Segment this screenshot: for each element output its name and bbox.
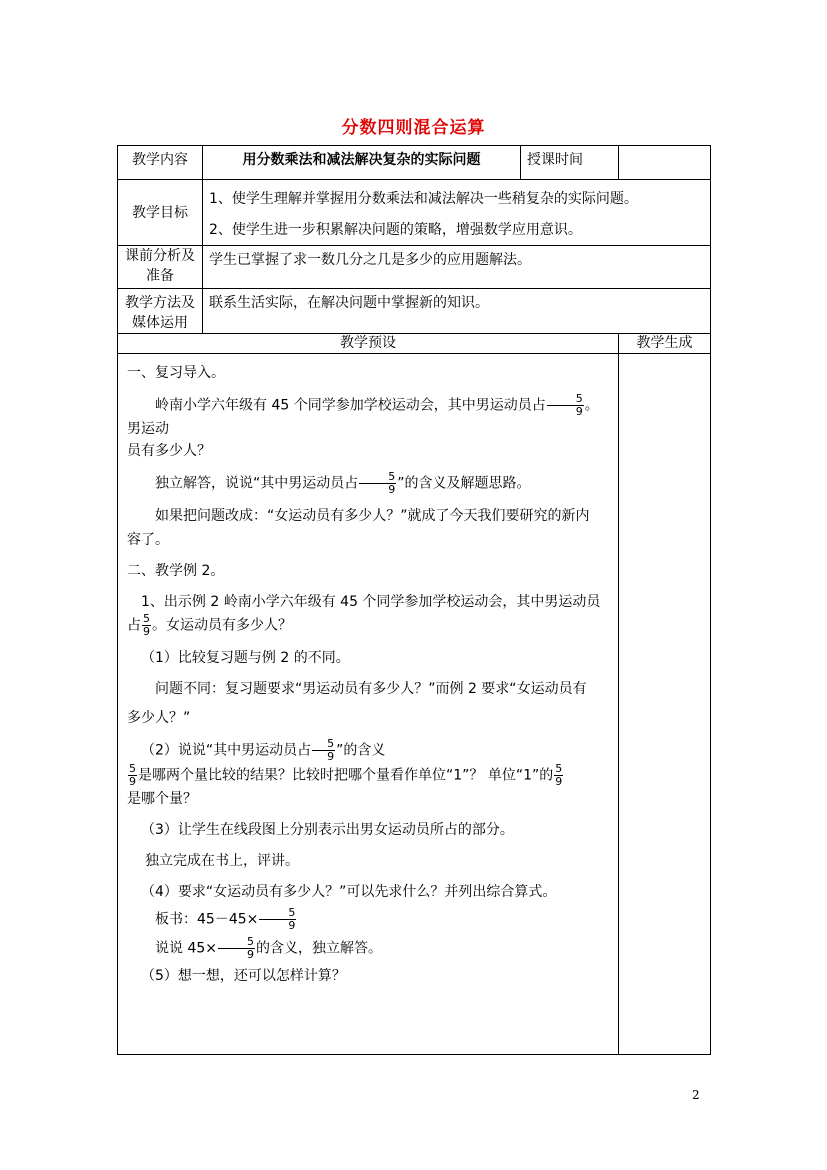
time-value	[619, 146, 711, 180]
fraction-five-ninths: $\frac{5}{9}$	[312, 738, 335, 763]
methods-text: 联系生活实际，在解决问题中掌握新的知识。	[203, 289, 711, 334]
generation-header: 教学生成	[619, 334, 711, 354]
fraction-five-ninths: $\frac{5}{9}$	[555, 762, 563, 788]
page-number: 2	[692, 1088, 700, 1102]
preset-header: 教学预设	[118, 334, 619, 354]
goals-label: 教学目标	[118, 180, 203, 246]
review-instruction: 独立解答，说说“其中男运动员占 $\frac{5}{9}$ ”的含义及解题思路。	[155, 470, 531, 496]
fraction-five-ninths: $\frac{5}{9}$	[547, 393, 584, 418]
fraction-five-ninths: $\frac{5}{9}$	[143, 612, 150, 638]
fraction-five-ninths: $\frac{5}{9}$	[359, 471, 396, 496]
methods-label-line: 教学方法及	[125, 295, 195, 311]
board-writing: 板书：45－45× $\frac{5}{9}$	[155, 906, 296, 932]
step-4-detail: 说说 45× $\frac{5}{9}$ 的含义，独立解答。	[155, 935, 382, 961]
step-4: （4）要求“女运动员有多少人？”可以先求什么？并列出综合算式。	[141, 884, 557, 900]
analysis-label	[118, 246, 203, 289]
step-3: （3）让学生在线段图上分别表示出男女运动员所占的部分。	[141, 822, 514, 838]
transition-text: 如果把问题改成：“女运动员有多少人？”就成了今天我们要研究的新内	[155, 508, 590, 524]
step-1-detail-cont: 多少人？”	[127, 710, 191, 726]
step-2: （2）说说“其中男运动员占 $\frac{5}{9}$ ”的含义	[141, 737, 386, 763]
review-problem-cont: 员有多少人？	[127, 443, 211, 459]
transition-text-cont: 容了。	[127, 532, 169, 548]
content-value: 用分数乘法和减法解决复杂的实际问题	[203, 146, 521, 180]
content-label: 教学内容	[118, 146, 203, 180]
lesson-plan-table	[117, 145, 711, 1055]
review-problem: 岭南小学六年级有 45 个同学参加学校运动会，其中男运动员占 $\frac{5}{9}$ 。男运动	[127, 392, 599, 437]
step-1-detail: 问题不同：复习题要求“男运动员有多少人？”而例 2 要求“女运动员有	[155, 681, 587, 697]
analysis-label-line: 课前分析及	[125, 248, 195, 264]
fraction-five-ninths: $\frac{5}{9}$	[218, 936, 255, 961]
methods-label-line: 媒体运用	[132, 315, 188, 331]
goal-item: 1、使学生理解并掌握用分数乘法和减法解决一些稍复杂的实际问题。	[209, 191, 638, 207]
document-title: 分数四则混合运算	[341, 118, 486, 138]
preset-content	[118, 354, 619, 1055]
step-2-detail: $\frac{5}{9}$ 是哪两个量比较的结果？比较时把哪个量看作单位“1”？ 单位“1”的 $\frac{5}{9}$	[129, 762, 563, 788]
analysis-text: 学生已掌握了求一数几分之几是多少的应用题解法。	[203, 246, 711, 289]
step-5: （5）想一想，还可以怎样计算？	[141, 968, 346, 984]
step-2-detail-cont: 是哪个量？	[127, 791, 197, 807]
example-text: 1、出示例 2 岭南小学六年级有 45 个同学参加学校运动会，其中男运动员	[141, 594, 601, 610]
time-label: 授课时间	[521, 146, 619, 180]
analysis-label-line: 准备	[146, 268, 174, 284]
step-3-detail: 独立完成在书上，评讲。	[145, 853, 299, 869]
methods-label	[118, 289, 203, 334]
section-heading: 一、复习导入。	[127, 365, 225, 381]
example-text-cont: 占 $\frac{5}{9}$ 。女运动员有多少人？	[127, 612, 292, 638]
goals-content	[203, 180, 711, 246]
step-1: （1）比较复习题与例 2 的不同。	[141, 650, 350, 666]
section-heading: 二、教学例 2。	[127, 563, 225, 579]
goal-item: 2、使学生进一步积累解决问题的策略，增强数学应用意识。	[209, 222, 582, 238]
fraction-five-ninths: $\frac{5}{9}$	[129, 762, 136, 788]
fraction-five-ninths: $\frac{5}{9}$	[259, 907, 296, 932]
generation-content	[619, 354, 711, 1055]
